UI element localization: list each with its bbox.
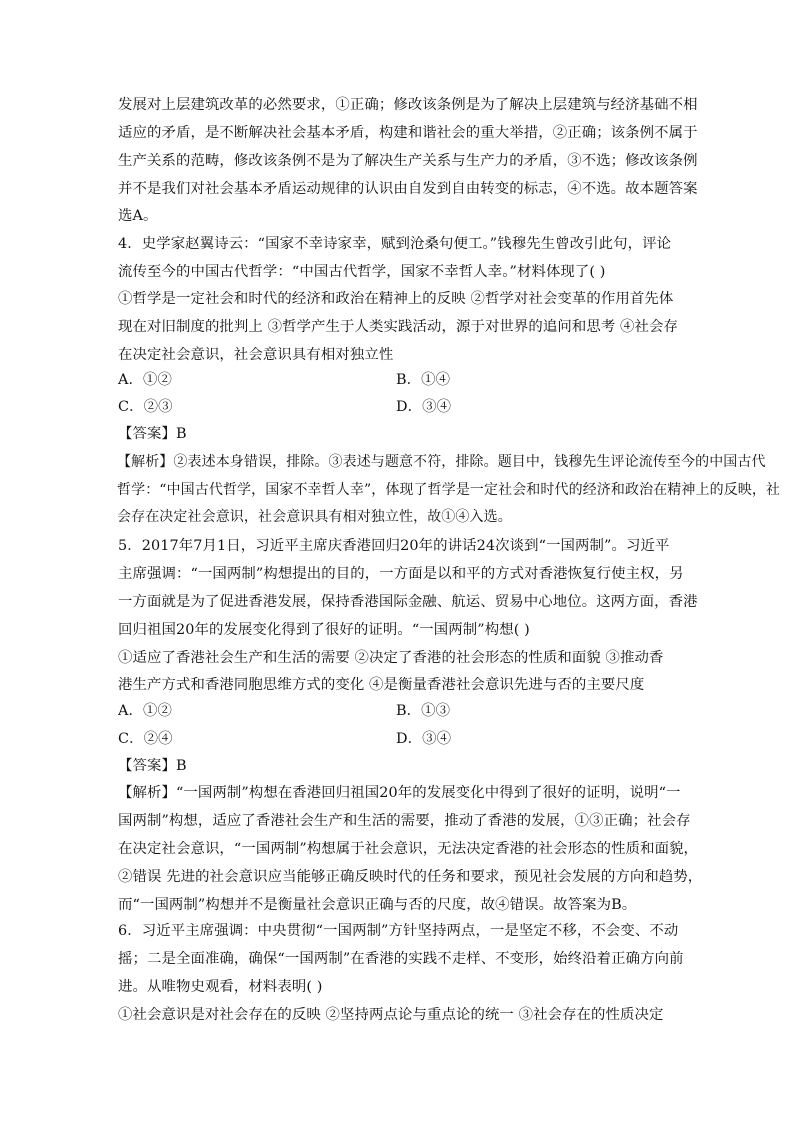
q4-analysis: 哲学：“中国古代哲学，国家不幸哲人幸”，体现了哲学是一定社会和时代的经济和政治在精神上的反映，社 <box>117 482 781 498</box>
q5-stem: 5．2017年7月1日，习近平主席庆香港回归20年的讲话24次谈到“一国两制”。习近平 <box>118 538 670 554</box>
q4-option-b: B．①④ <box>396 372 451 388</box>
q5-analysis: 【解析】“一国两制”构想在香港回归祖国20年的发展变化中得到了很好的证明，说明“一 <box>118 785 681 801</box>
q6-stem: 6．习近平主席强调：中央贯彻“一国两制”方针坚持两点，一是坚定不移，不会变、不动 <box>118 923 679 939</box>
q5-stem: 回归祖国20年的发展变化得到了很好的证明。“一国两制”构想( ) <box>118 622 530 638</box>
intro-line: 选A。 <box>118 208 158 224</box>
q4-stem: 4．史学家赵翼诗云：“国家不幸诗家幸，赋到沧桑句便工。”钱穆先生曾改引此句，评论 <box>118 236 672 252</box>
intro-line: 发展对上层建筑改革的必然要求，①正确；修改该条例是为了解决上层建筑与经济基础不相 <box>118 97 698 113</box>
q5-option-d: D．③④ <box>396 731 452 747</box>
q5-statement: ①适应了香港社会生产和生活的需要 ②决定了香港的社会形态的性质和面貌 ③推动香 <box>118 650 664 666</box>
q5-analysis: 而“一国两制”构想并不是衡量社会意识正确与否的尺度，故④错误。故答案为B。 <box>118 897 637 913</box>
q4-statement: 在决定社会意识，社会意识具有相对独立性 <box>118 347 394 363</box>
q4-answer: 【答案】B <box>118 426 187 442</box>
q4-statement: 现在对旧制度的批判上 ③哲学产生于人类实践活动，源于对世界的追问和思考 ④社会存 <box>118 319 678 335</box>
q4-option-c: C．②③ <box>118 399 173 415</box>
q4-analysis: 【解析】②表述本身错误，排除。③表述与题意不符，排除。题目中，钱穆先生评论流传至今的中国古代 <box>117 454 766 470</box>
q5-analysis: 国两制”构想，适应了香港社会生产和生活的需要，推动了香港的发展，①③正确；社会存 <box>118 813 691 829</box>
q5-statement: 港生产方式和香港同胞思维方式的变化 ④是衡量香港社会意识先进与否的主要尺度 <box>118 677 645 693</box>
q5-option-b: B．①③ <box>396 703 451 719</box>
q5-analysis: 在决定社会意识，“一国两制”构想属于社会意识，无法决定香港的社会形态的性质和面貌， <box>118 841 699 857</box>
q5-stem: 一方面就是为了促进香港发展，保持香港国际金融、航运、贸易中心地位。这两方面，香港 <box>118 594 698 610</box>
q5-option-a: A．①② <box>118 703 172 719</box>
q5-option-c: C．②④ <box>118 731 173 747</box>
q6-stem: 摇；二是全面准确，确保“一国两制”在香港的实践不走样、不变形，始终沿着正确方向前 <box>118 951 684 967</box>
q4-stem: 流传至今的中国古代哲学：“中国古代哲学，国家不幸哲人幸。”材料体现了( ) <box>118 264 606 280</box>
q4-statement: ①哲学是一定社会和时代的经济和政治在精神上的反映 ②哲学对社会变革的作用首先体 <box>118 291 674 307</box>
q5-answer: 【答案】B <box>118 758 187 774</box>
q5-stem: 主席强调：“一国两制”构想提出的目的，一方面是以和平的方式对香港恢复行使主权，另 <box>118 566 684 582</box>
intro-line: 生产关系的范畴，修改该条例不是为了解决生产关系与生产力的矛盾，③不选；修改该条例 <box>118 153 698 169</box>
q4-option-d: D．③④ <box>396 399 452 415</box>
q6-statement: ①社会意识是对社会存在的反映 ②坚持两点论与重点论的统一 ③社会存在的性质决定 <box>118 1007 664 1023</box>
q6-stem: 进。从唯物史观看，材料表明( ) <box>118 979 323 995</box>
intro-line: 适应的矛盾，是不断解决社会基本矛盾，构建和谐社会的重大举措，②正确；该条例不属于 <box>118 125 698 141</box>
q4-option-a: A．①② <box>118 372 172 388</box>
intro-line: 并不是我们对社会基本矛盾运动规律的认识由自发到自由转变的标志，④不选。故本题答案 <box>118 181 698 197</box>
q5-analysis: ②错误 先进的社会意识应当能够正确反映时代的任务和要求，预见社会发展的方向和趋势， <box>118 869 703 885</box>
q4-analysis: 会存在决定社会意识，社会意识具有相对独立性，故①④入选。 <box>117 509 512 525</box>
